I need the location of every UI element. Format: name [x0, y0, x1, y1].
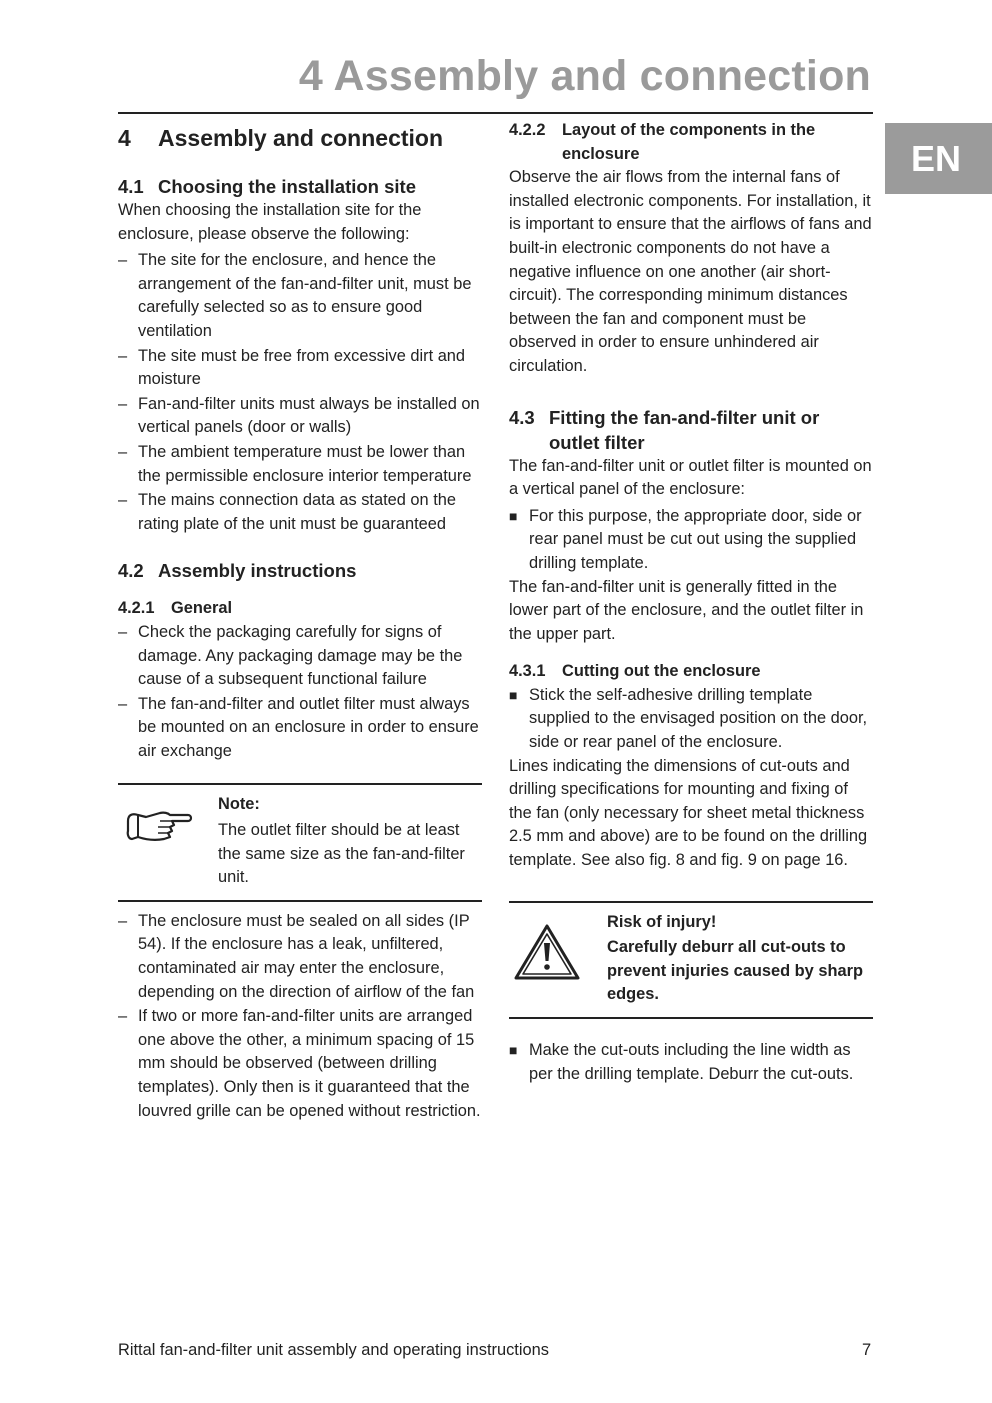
note-box — [118, 783, 482, 901]
paragraph: When choosing the installation site for the enclosure, please observe the following: — [118, 201, 422, 243]
subsection-number: 4.2.1 — [118, 599, 155, 618]
list-item: – The fan-and-filter and outlet filter must always be mounted on an enclosure in order to ensure air exchange — [118, 693, 482, 764]
list-item: – The enclosure must be sealed on all sides (IP 54). If the enclosure has a leak, unfiltered, contaminated air may enter the enclosure, depending on the direction of airflow of the fan — [118, 910, 482, 1004]
subsection-heading-4-3-1 — [509, 660, 873, 684]
cutting-list — [509, 684, 873, 755]
warning-text: Carefully deburr all cut-outs to prevent injuries caused by sharp edges. — [607, 938, 863, 1004]
chapter-number: 4 — [118, 125, 131, 151]
list-item: – Fan-and-filter units must always be installed on vertical panels (door or walls) — [118, 393, 482, 440]
paragraph: The fan-and-filter unit is generally fitted in the lower part of the enclosure, and the outlet filter in the upper part. — [509, 577, 864, 643]
section-title: Choosing the installation site — [158, 176, 416, 197]
note-text: The outlet filter should be at least the same size as the fan-and-filter unit. — [218, 821, 465, 887]
subsection-title: Cutting out the enclosure — [562, 662, 761, 681]
warning-box — [509, 901, 873, 1019]
section-number: 4.3 — [509, 406, 535, 428]
paragraph: Lines indicating the dimensions of cut-outs and drilling specifications for mounting and fixing of the fan (only necessary for sheet metal thickness 2.5 mm and above) are to be found on the drilling template. See also fig. 8 and fig. 9 on page 16. — [509, 756, 868, 870]
chapter-title: Assembly and connection — [158, 125, 444, 151]
final-list — [509, 1039, 873, 1086]
page-header-title: 4 Assembly and connection — [298, 52, 871, 100]
list-item: ■ Make the cut-outs including the line width as per the drilling template. Deburr the cut-outs. — [509, 1039, 873, 1086]
section-title: Fitting the fan-and-filter unit or outlet filter — [549, 406, 820, 453]
list-item: ■ For this purpose, the appropriate door, side or rear panel must be cut out using the supplied drilling template. — [509, 505, 873, 576]
section-number: 4.2 — [118, 560, 144, 582]
warning-title: Risk of injury! — [607, 912, 717, 931]
warning-triangle-icon — [509, 911, 607, 1007]
header-rule — [118, 112, 873, 114]
chapter-heading — [118, 123, 482, 153]
note-title: Note: — [218, 795, 260, 814]
paragraph: Observe the air flows from the internal fans of installed electronic components. For installation, it is important to ensure that the airflows of fans and built-in electronic components do not have a negative influence on one another (air short-circuit). The corresponding minimum distances between the fan and component must be observed in order to ensure unhindered air circulation. — [509, 168, 872, 375]
language-tab: EN — [885, 123, 992, 194]
section-number: 4.1 — [118, 176, 144, 197]
section-heading-4-1 — [118, 175, 482, 199]
subsection-number: 4.3.1 — [509, 662, 546, 681]
left-column — [118, 118, 482, 1123]
list-item: – The site must be free from excessive dirt and moisture — [118, 345, 482, 392]
general-list — [118, 621, 482, 764]
paragraph: The fan-and-filter unit or outlet filter is mounted on a vertical panel of the enclosure: — [509, 456, 872, 499]
list-item: ■ Stick the self-adhesive drilling template supplied to the envisaged position on the door, side or rear panel of the enclosure. — [509, 684, 873, 755]
site-requirements-list — [118, 249, 482, 536]
subsection-title: Layout of the components in the enclosure — [562, 121, 816, 163]
fitting-list — [509, 505, 873, 576]
section-title: Assembly instructions — [158, 560, 357, 582]
section-heading-4-2 — [118, 558, 482, 583]
pointing-hand-icon — [118, 793, 218, 889]
footer-text: Rittal fan-and-filter unit assembly and operating instructions — [118, 1341, 549, 1359]
sealing-list — [118, 910, 482, 1123]
subsection-title: General — [171, 599, 233, 618]
list-item: – The ambient temperature must be lower than the permissible enclosure interior temperature — [118, 441, 482, 488]
list-item: – If two or more fan-and-filter units are arranged one above the other, a minimum spacing of 15 mm should be observed (between drilling templates). Only then is it guaranteed that the louvred grille can be opened without restriction. — [118, 1005, 482, 1123]
right-column — [509, 118, 873, 1086]
subsection-heading-4-2-2 — [509, 119, 873, 166]
page-number: 7 — [862, 1341, 872, 1359]
subsection-heading-4-2-1 — [118, 597, 482, 621]
list-item: – The mains connection data as stated on the rating plate of the unit must be guaranteed — [118, 489, 482, 536]
section-heading-4-3 — [509, 405, 873, 455]
subsection-number: 4.2.2 — [509, 121, 546, 139]
list-item: – The site for the enclosure, and hence the arrangement of the fan-and-filter unit, must be carefully selected so as to ensure good ventilation — [118, 249, 482, 343]
list-item: – Check the packaging carefully for signs of damage. Any packaging damage may be the cause of a subsequent functional failure — [118, 621, 482, 692]
